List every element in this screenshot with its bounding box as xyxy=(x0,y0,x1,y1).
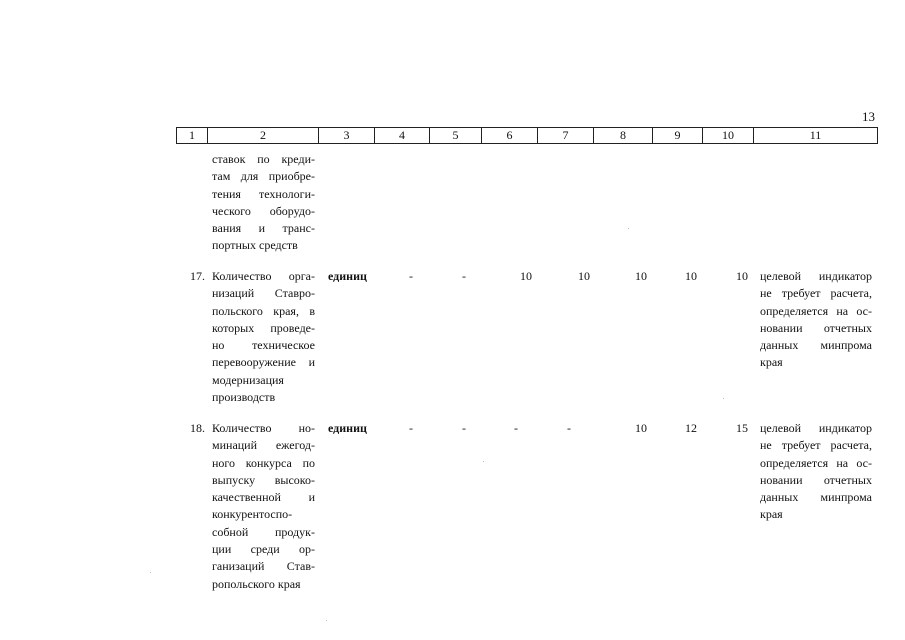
note-line: не требует расчета, xyxy=(760,438,872,453)
header-cell-2: 2 xyxy=(208,128,319,143)
value-col-9: 10 xyxy=(685,269,697,283)
row-number: 17. xyxy=(190,269,205,283)
scan-speck xyxy=(723,398,724,399)
desc-line: качественной и xyxy=(212,490,315,505)
value-col-6: 10 xyxy=(520,269,532,283)
page-number: 13 xyxy=(862,109,875,124)
desc-line: конкурентоспо- xyxy=(212,507,293,522)
desc-line: ропольского края xyxy=(212,576,301,591)
header-cell-9: 9 xyxy=(653,128,703,143)
value-col-5: - xyxy=(462,269,466,283)
header-cell-8: 8 xyxy=(594,128,653,143)
desc-line: портных средств xyxy=(212,238,298,253)
note-line: определяется на ос- xyxy=(760,303,872,318)
desc-line: низаций Ставро- xyxy=(212,286,315,301)
value-col-7: 10 xyxy=(578,269,590,283)
desc-line: ческого оборудо- xyxy=(212,203,315,218)
desc-line: вания и транс- xyxy=(212,221,315,236)
desc-line: модернизация xyxy=(212,372,284,387)
value-col-10: 10 xyxy=(736,269,748,283)
desc-line: которых проведе- xyxy=(212,320,315,335)
desc-line: но техническое xyxy=(212,338,315,353)
desc-line: Количество но- xyxy=(212,421,315,435)
desc-line: ставок по креди- xyxy=(212,152,315,166)
desc-line: минаций ежегод- xyxy=(212,438,315,453)
desc-line: ции среди ор- xyxy=(212,542,315,557)
header-cell-3: 3 xyxy=(319,128,375,143)
continuation-description xyxy=(212,151,315,255)
row-number: 18. xyxy=(190,421,205,435)
value-col-9: 12 xyxy=(685,421,697,435)
header-cell-5: 5 xyxy=(430,128,482,143)
row-description xyxy=(212,268,315,406)
note-line: края xyxy=(760,355,783,370)
note-line: определяется на ос- xyxy=(760,455,872,470)
note-line: новании отчетных xyxy=(760,472,872,487)
desc-line: там для приобре- xyxy=(212,169,315,184)
desc-line: производств xyxy=(212,390,276,405)
desc-line: тения технологи- xyxy=(212,186,315,201)
value-col-4: - xyxy=(409,421,413,435)
header-cell-11: 11 xyxy=(809,128,822,142)
note-line: края xyxy=(760,507,783,522)
header-cell-10: 10 xyxy=(703,128,754,143)
desc-line: польского края, в xyxy=(212,303,315,318)
header-cell-6: 6 xyxy=(482,128,538,143)
value-col-4: - xyxy=(409,269,413,283)
value-col-7: - xyxy=(567,421,571,435)
scan-speck xyxy=(150,572,151,573)
desc-line: ного конкурса по xyxy=(212,455,315,470)
value-col-5: - xyxy=(462,421,466,435)
desc-line: выпуску высоко- xyxy=(212,472,315,487)
row-note xyxy=(760,420,872,524)
note-line: целевой индикатор xyxy=(760,421,872,435)
row-description xyxy=(212,420,315,593)
note-line: новании отчетных xyxy=(760,320,872,335)
note-line: целевой индикатор xyxy=(760,269,872,283)
note-line: не требует расчета, xyxy=(760,286,872,301)
header-cell-4: 4 xyxy=(375,128,430,143)
scan-speck xyxy=(628,228,629,229)
table-header-row xyxy=(176,127,878,144)
desc-line: перевооружение и xyxy=(212,355,315,370)
value-col-8: 10 xyxy=(635,269,647,283)
note-line: данных минпрома xyxy=(760,490,872,505)
desc-line: Количество орга- xyxy=(212,269,315,283)
header-cell-1: 1 xyxy=(177,128,208,143)
value-col-8: 10 xyxy=(635,421,647,435)
value-col-10: 15 xyxy=(736,421,748,435)
note-line: данных минпрома xyxy=(760,338,872,353)
desc-line: собной продук- xyxy=(212,524,315,539)
row-unit: единиц xyxy=(328,269,367,283)
value-col-6: - xyxy=(514,421,518,435)
row-unit: единиц xyxy=(328,421,367,435)
desc-line: ганизаций Став- xyxy=(212,559,315,574)
scan-speck xyxy=(326,620,327,621)
scan-speck xyxy=(483,461,484,462)
header-cell-7: 7 xyxy=(538,128,594,143)
row-note xyxy=(760,268,872,372)
